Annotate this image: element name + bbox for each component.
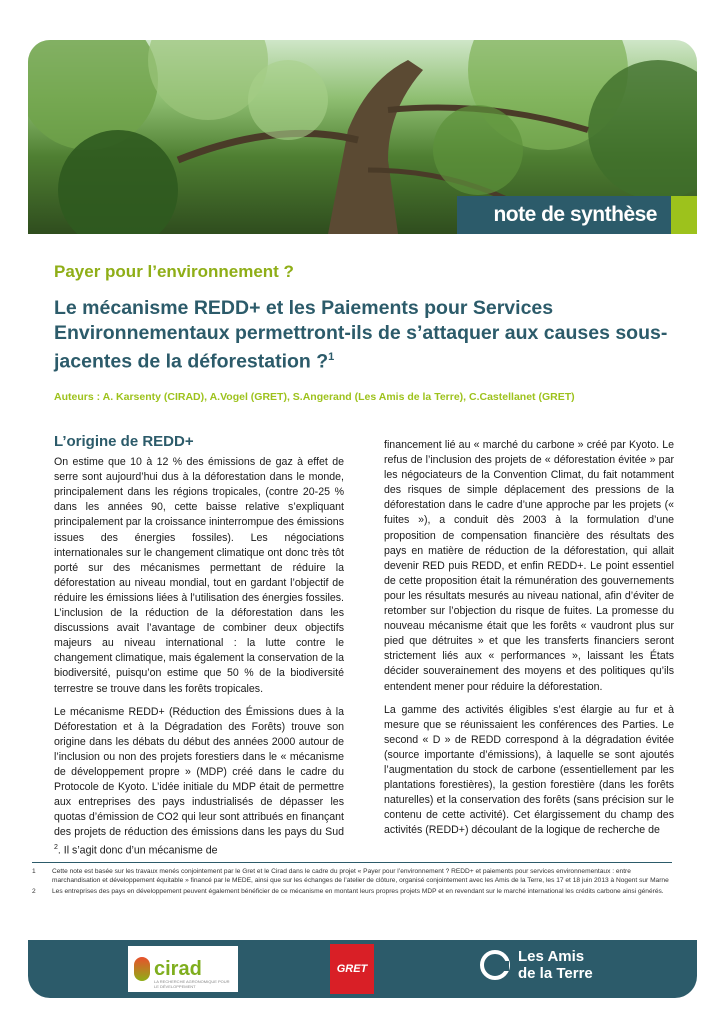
- paragraph: On estime que 10 à 12 % des émissions de gaz à effet de serre sont aujourd’hui dus à la déforestation dans le monde, principalement dans les régions tropicales, (contre 20-25 % dans les années 90, cette baisse relative s’expliquant principalement par la croissance ininterrompue des émissions issues des énergies fossiles). Les négociations internationales sur le changement climatique ont donc très tôt porté sur des mécanismes permettant de réduire la déforestation au niveau mondial, tout en gardant l’objectif de réduire les émissions liées à l’utilisation des énergies fossiles. L’inclusion de la réduction de la déforestation dans les discussions avait l’avantage de combiner deux objectifs majeurs au niveau international : la lutte contre le changement climatique, mais également la conservation de la biodiversité, puisqu’on estime que 50 % de la biodiversité terrestre se trouve dans les forêts tropicales.: [54, 456, 344, 695]
- footnote-number: 1: [32, 868, 36, 875]
- cover-photo: [28, 40, 697, 234]
- main-title: [54, 296, 674, 374]
- paragraph-text: Le mécanisme REDD+ (Réduction des Émissions dues à la Déforestation et à la Dégradation des Forêts) trouve son origine dans les débats du début des années 2000 autour de l’inclusion ou non des projets forestiers dans le « mécanisme de développement propre » (MDP) créé dans le cadre du Protocole de Kyoto. L’idée initiale du MDP était de permettre aux entreprises des pays industrialisés de dépasser les quotas d’émission de CO2 qui leur sont attribués en finançant des projets de réduction des émissions dans les pays du Sud: [54, 705, 344, 839]
- footnote-number: 2: [32, 888, 36, 895]
- right-column: [384, 438, 674, 846]
- cirad-logo-mark-icon: [134, 957, 150, 981]
- kicker-title: Payer pour l’environnement ?: [54, 262, 294, 281]
- paragraph: La gamme des activités éligibles s’est élargie au fur et à mesure que se réunissaient les conférences des Parties. Le second « D » de REDD correspond à la dégradation évitée (source importante d’émissions), à laquelle se sont ajoutés l’augmentation du stock de carbone (essentiellement par les plantations forestières), la gestion forestière (dans les forêts naturelles) et la conservation des forêts (sans précision sur le contenu de cette activité). Cet élargissement du champ des activités (REDD+) découlant de la logique de recherche de: [384, 703, 674, 837]
- authors-line: Auteurs : A. Karsenty (CIRAD), A.Vogel (GRET), S.Angerand (Les Amis de la Terre), C.Castellanet (GRET): [54, 391, 575, 403]
- footnote-text: Les entreprises des pays en développement peuvent également bénéficier de ce mécanisme en montant leurs propres projets MDP et en revendant sur le marché international les crédits carbone ainsi générés.: [52, 888, 664, 895]
- main-title-text: Le mécanisme REDD+ et les Paiements pour Services Environnementaux permettront-ils de s’attaquer aux causes sous-jacentes de la déforestation ?: [54, 297, 668, 373]
- footnotes: [32, 867, 672, 898]
- title-footnote-ref[interactable]: 1: [328, 351, 335, 363]
- paragraph: financement lié au « marché du carbone » créé par Kyoto. Le refus de l’inclusion des projets de « déforestation évitée » par les négociateurs de la Convention Climat, du fait notamment des risques de simple déplacement des pressions de la déforestation dans le cadre d’une approche par les projets (« fuites »), a conduit dès 2003 à la formulation d’une proposition de compensation financière des résultats des pays en matière de réduction de la déforestation, qui allait devenir RED puis REDD, et enfin REDD+. Le point essentiel de cette proposition était la rémunération des gouvernements pour les résultats mesurés au niveau national, afin d’éviter de retomber sur l’objection du risque de fuites. La promesse du nouveau mécanisme était que les forêts « vaudront plus sur pied que détruites » et que les transferts financiers seront strictement liés aux « performances », laissant les États décider souverainement des moyens et des politiques qu’ils entendent mener pour réduire la déforestation.: [384, 439, 674, 693]
- amis-de-la-terre-logo[interactable]: [480, 948, 593, 982]
- amis-line-2: de la Terre: [518, 965, 593, 982]
- partner-logos-footer: [28, 940, 697, 998]
- section-heading: L’origine de REDD+: [54, 433, 194, 450]
- footnote-divider: [32, 862, 672, 863]
- amis-line-1: Les Amis: [518, 948, 585, 965]
- footnote-ref[interactable]: 2: [54, 844, 58, 852]
- gret-logo[interactable]: GRET: [330, 944, 374, 994]
- cirad-logo[interactable]: [128, 946, 238, 992]
- footnote: [32, 887, 672, 896]
- left-column: [54, 434, 344, 867]
- document-type-banner: [457, 196, 697, 234]
- cirad-tagline: LA RECHERCHE AGRONOMIQUE POUR LE DÉVELOPPEMENT: [154, 979, 230, 989]
- earth-ring-icon: [480, 950, 510, 980]
- cirad-wordmark: cirad: [154, 957, 202, 980]
- footnote-text: Cette note est basée sur les travaux menés conjointement par le Gret et le Cirad dans le cadre du projet « Payer pour l’environnement ? REDD+ et paiements pour services environnementaux : entre marchandisation et développement équitable » financé par le MEDE, ainsi que sur les échanges de l’atelier de clôture, organisé conjointement avec les Amis de la Terre, les 17 et 18 juin 2013 à Nogent sur Marne: [52, 868, 669, 884]
- paragraph-tail: . Il s’agit donc d’un mécanisme de: [57, 844, 218, 857]
- banner-accent: [671, 196, 697, 234]
- paragraph: [54, 705, 344, 859]
- amis-de-la-terre-wordmark: [518, 948, 593, 982]
- document-type-label: note de synthèse: [493, 203, 657, 226]
- footnote: [32, 867, 672, 885]
